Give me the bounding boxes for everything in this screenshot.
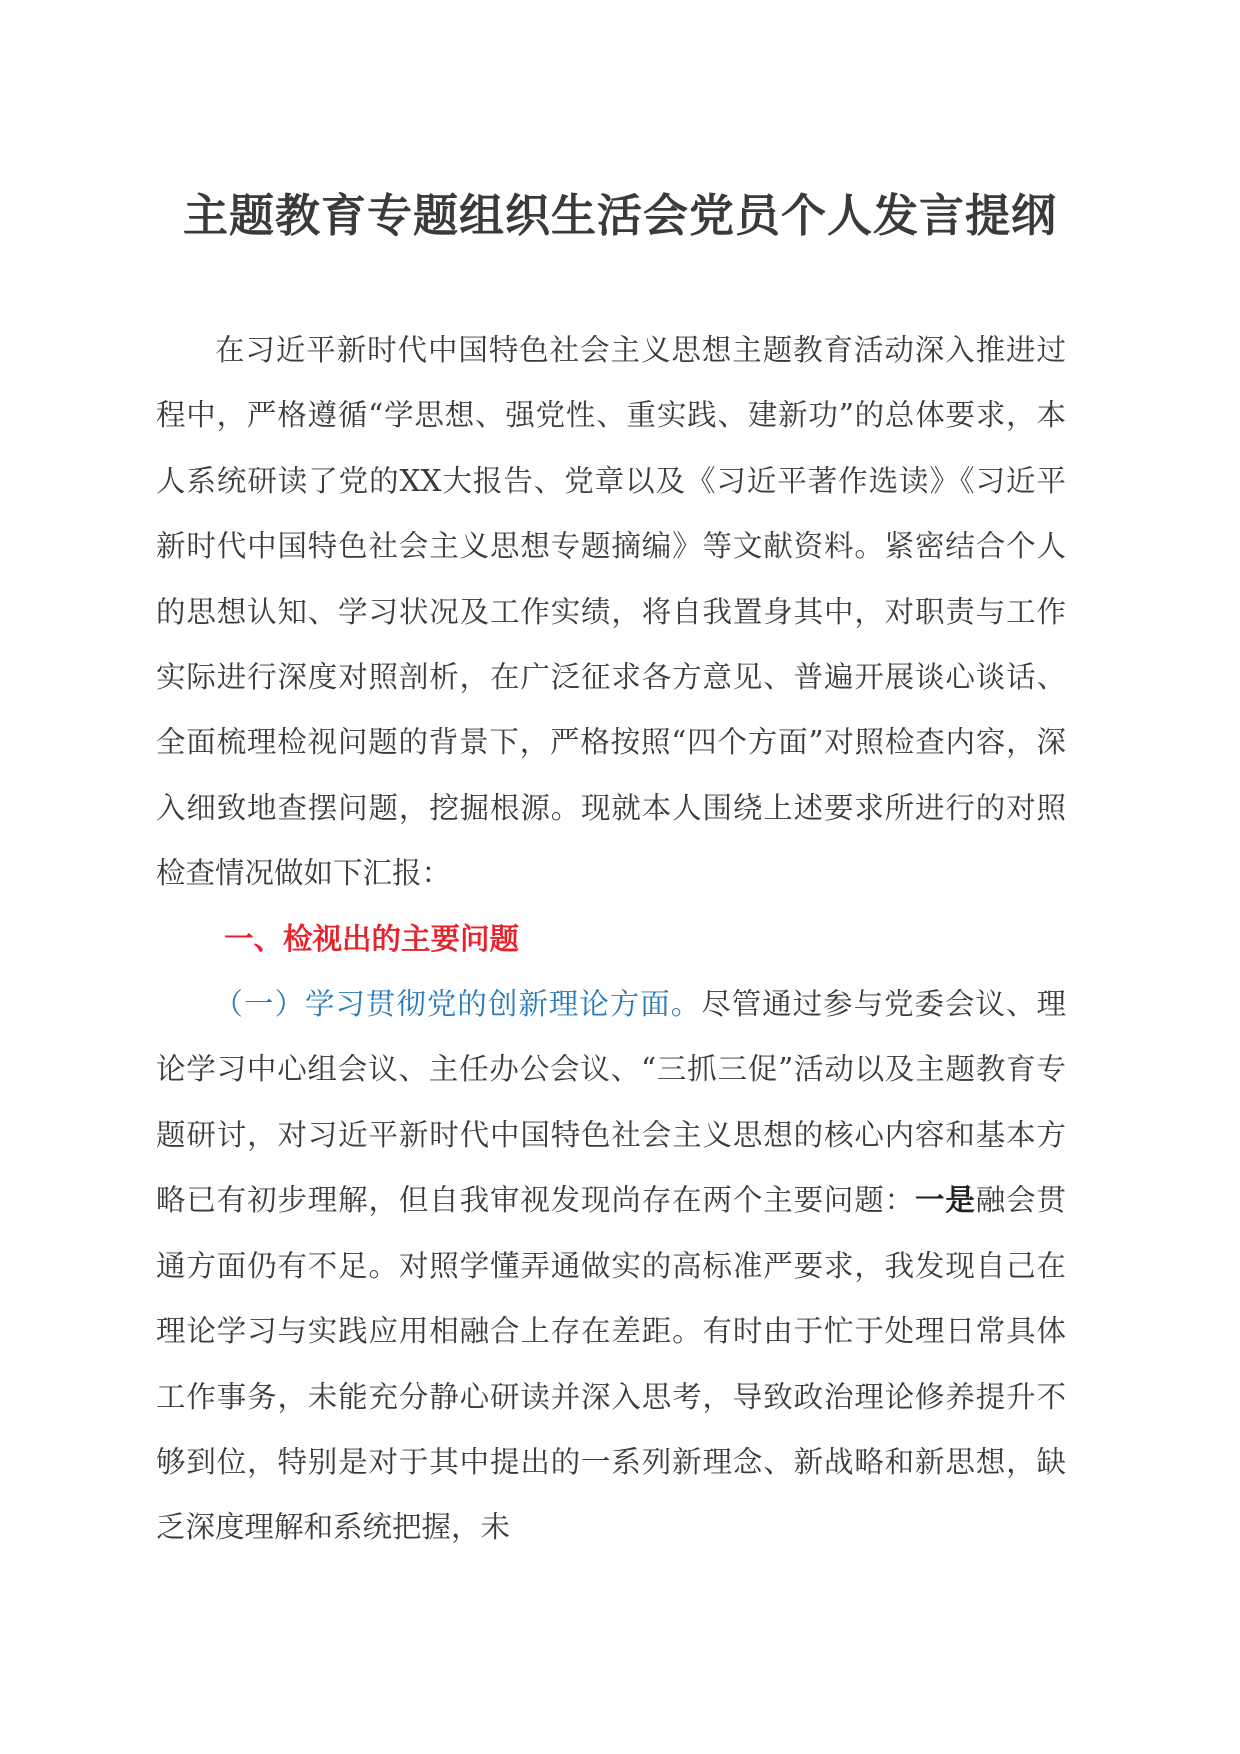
subsection-heading: （一）学习贯彻党的创新理论方面。	[213, 987, 702, 1022]
document-title: 主题教育专题组织生活会党员个人发言提纲	[182, 189, 1057, 242]
subsection-text-part-1: 尽管通过参与党委会议、理论学习中心组会议、主任办公会议、“三抓三促”活动以及主题教育专题研讨，对习近平新时代中国特色社会主义思想的核心内容和基本方略已有初步理解，但自我审视发现尚存在两个主要问题：	[156, 987, 1066, 1218]
intro-paragraph: 在习近平新时代中国特色社会主义思想主题教育活动深入推进过程中，严格遵循“学思想、强党性、重实践、建新功”的总体要求，本人系统研读了党的XX大报告、党章以及《习近平著作选读》《习近平新时代中国特色社会主义思想专题摘编》等文献资料。紧密结合个人的思想认知、学习状况及工作实绩，将自我置身其中，对职责与工作实际进行深度对照剖析，在广泛征求各方意见、普遍开展谈心谈话、全面梳理检视问题的背景下，严格按照“四个方面”对照检查内容，深入细致地查摆问题，挖掘根源。现就本人围绕上述要求所进行的对照检查情况做如下汇报：	[156, 333, 1066, 891]
subsection-text-part-2: 融会贯通方面仍有不足。对照学懂弄通做实的高标准严要求，我发现自己在理论学习与实践应用相融合上存在差距。有时由于忙于处理日常具体工作事务，未能充分静心研读并深入思考，导致政治理论修养提升不够到位，特别是对于其中提出的一系列新理念、新战略和新思想，缺乏深度理解和系统把握，未	[156, 1183, 1066, 1545]
subsection-paragraph	[156, 972, 1066, 1561]
document-body	[156, 318, 1066, 1561]
section-heading-main-problems: 一、检视出的主要问题	[224, 921, 520, 956]
enumeration-marker: 一是	[915, 1183, 976, 1218]
